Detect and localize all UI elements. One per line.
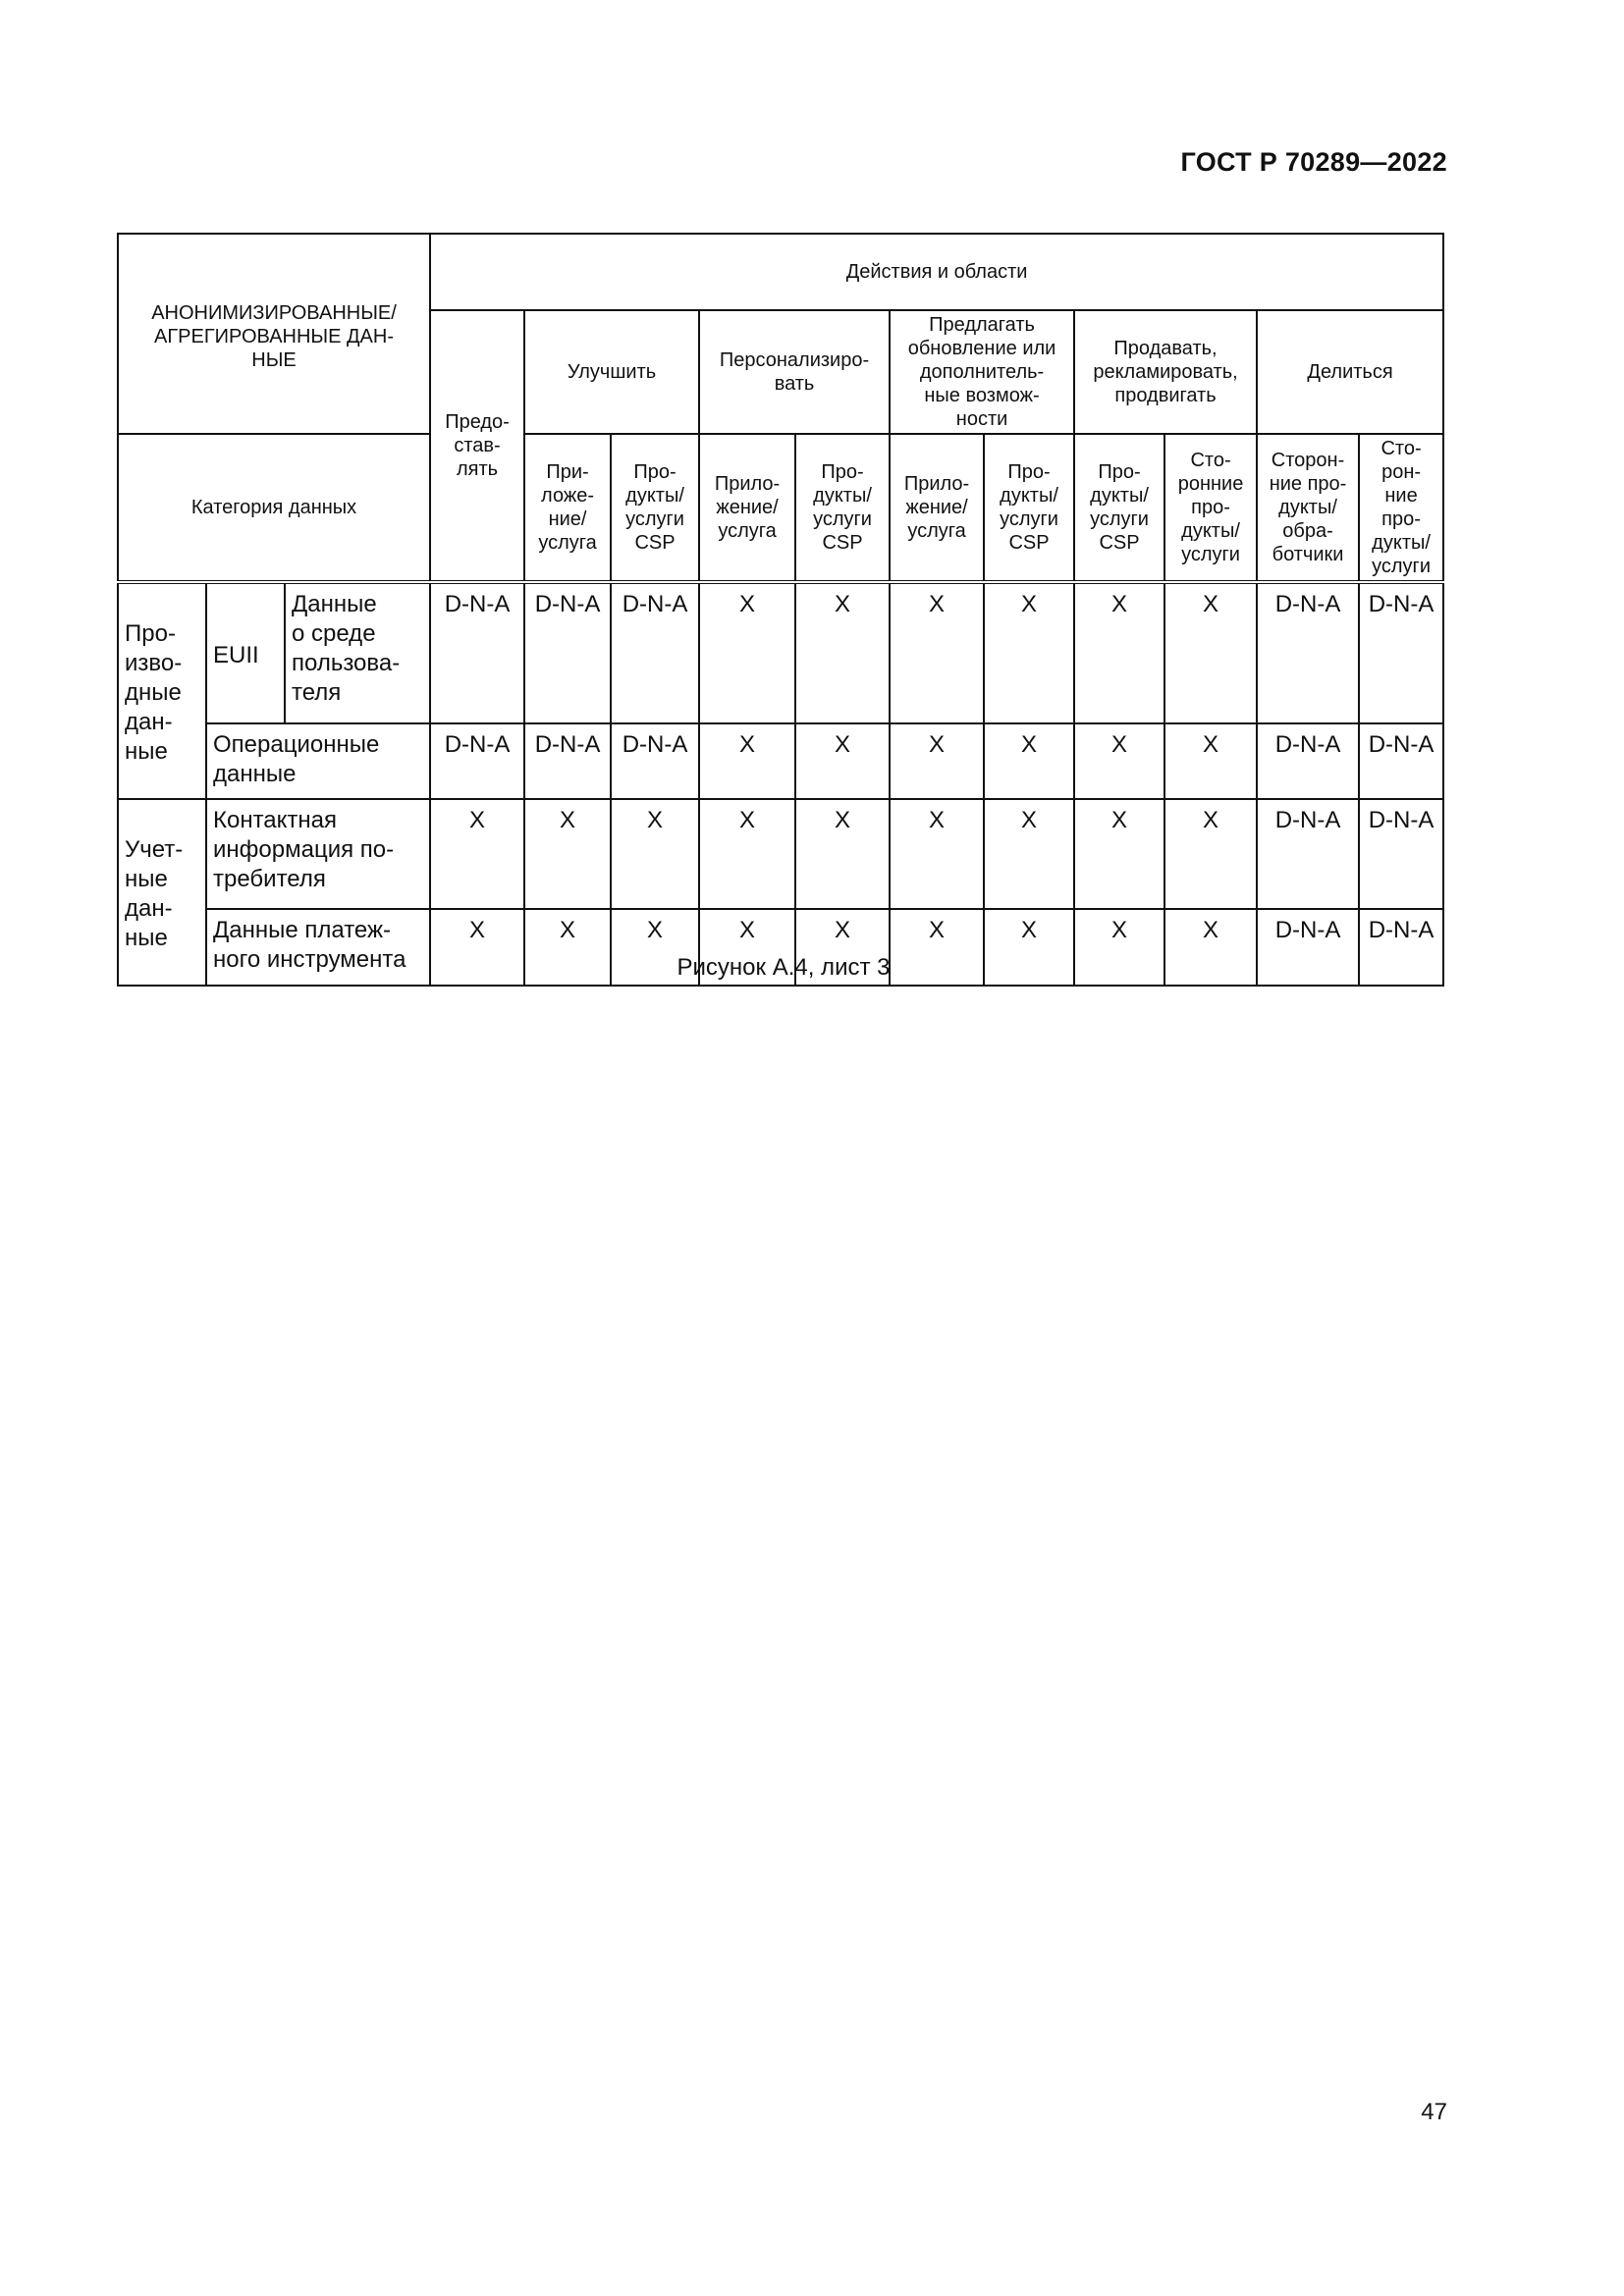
row-label: Данные о среде пользова- теля (285, 582, 430, 723)
value-cell: X (1074, 909, 1164, 986)
value-cell: X (611, 799, 699, 909)
value-cell: D-N-A (524, 582, 611, 723)
value-cell: D-N-A (430, 723, 524, 799)
value-cell: X (524, 909, 611, 986)
group-share: Делиться (1257, 310, 1443, 434)
category-account: Учет- ные дан- ные (118, 799, 206, 986)
value-cell: X (1074, 723, 1164, 799)
value-cell: D-N-A (524, 723, 611, 799)
subcategory-euii: EUII (206, 582, 285, 723)
actions-title-cell (430, 234, 1443, 310)
subheader-cell: Про- дукты/ услуги CSP (795, 434, 890, 582)
value-cell: X (1164, 909, 1257, 986)
value-cell: D-N-A (1257, 799, 1359, 909)
value-cell: X (430, 799, 524, 909)
corner-title-cell (118, 234, 430, 434)
value-cell: X (795, 799, 890, 909)
table-row (118, 723, 1443, 799)
value-cell: X (890, 799, 984, 909)
subheader-cell: При- ложе- ние/ услуга (524, 434, 611, 582)
value-cell: D-N-A (1359, 582, 1443, 723)
value-cell: X (795, 909, 890, 986)
value-cell: D-N-A (1359, 909, 1443, 986)
group-improve: Улучшить (524, 310, 699, 434)
data-actions-matrix (117, 233, 1444, 987)
figure-caption: Рисунок А.4, лист 3 (677, 954, 891, 981)
value-cell: X (795, 582, 890, 723)
value-cell: X (524, 799, 611, 909)
row-label: Данные платеж- ного инструмента (206, 909, 430, 986)
value-cell: D-N-A (1359, 723, 1443, 799)
group-personalize: Персонализиро- вать (699, 310, 890, 434)
subheader-cell: Про- дукты/ услуги CSP (1074, 434, 1164, 582)
value-cell: X (890, 909, 984, 986)
value-cell: X (1074, 799, 1164, 909)
subheader-cell: Про- дукты/ услуги CSP (984, 434, 1074, 582)
value-cell: X (1074, 582, 1164, 723)
value-cell: X (699, 909, 795, 986)
value-cell: X (984, 909, 1074, 986)
value-cell: D-N-A (1257, 909, 1359, 986)
subheader-cell: Про- дукты/ услуги CSP (611, 434, 699, 582)
value-cell: X (890, 723, 984, 799)
value-cell: X (1164, 799, 1257, 909)
category-header-cell (118, 434, 430, 582)
value-cell: X (430, 909, 524, 986)
provide-header: Предо- став- лять (445, 411, 510, 480)
page-number: 47 (1421, 2099, 1447, 2125)
subheader-cell: Прило- жение/ услуга (699, 434, 795, 582)
row-label: Операционные данные (206, 723, 430, 799)
table-row (118, 582, 1443, 723)
value-cell: D-N-A (1257, 582, 1359, 723)
subheader-cell: Прило- жение/ услуга (890, 434, 984, 582)
subheader-cell: Сто- ронние про- дукты/ услуги (1164, 434, 1257, 582)
table-row (118, 799, 1443, 909)
row-label: Контактная информация по- требителя (206, 799, 430, 909)
value-cell: X (699, 799, 795, 909)
value-cell: X (890, 582, 984, 723)
group-sell: Продавать, рекламировать, продвигать (1074, 310, 1257, 434)
value-cell: X (611, 909, 699, 986)
value-cell: X (984, 799, 1074, 909)
value-cell: X (1164, 723, 1257, 799)
corner-title: АНОНИМИЗИРОВАННЫЕ/ АГРЕГИРОВАННЫЕ ДАН- НЫЕ (151, 302, 397, 371)
value-cell: D-N-A (430, 582, 524, 723)
value-cell: X (984, 582, 1074, 723)
actions-title: Действия и области (845, 261, 1028, 283)
value-cell: X (795, 723, 890, 799)
document-code: ГОСТ Р 70289—2022 (1180, 147, 1447, 177)
subheader-cell: Сторон- ние про- дукты/ обра- ботчики (1257, 434, 1359, 582)
value-cell: X (699, 582, 795, 723)
category-derived: Про- изво- дные дан- ные (118, 582, 206, 799)
category-header: Категория данных (190, 497, 357, 518)
value-cell: X (699, 723, 795, 799)
value-cell: D-N-A (611, 582, 699, 723)
value-cell: X (1164, 582, 1257, 723)
group-offer: Предлагать обновление или дополнитель- ные возмож- ности (890, 310, 1074, 434)
value-cell: D-N-A (611, 723, 699, 799)
value-cell: X (984, 723, 1074, 799)
value-cell: D-N-A (1359, 799, 1443, 909)
value-cell: D-N-A (1257, 723, 1359, 799)
subheader-cell: Сто- рон- ние про- дукты/ услуги (1359, 434, 1443, 582)
provide-header-cell (430, 310, 524, 582)
